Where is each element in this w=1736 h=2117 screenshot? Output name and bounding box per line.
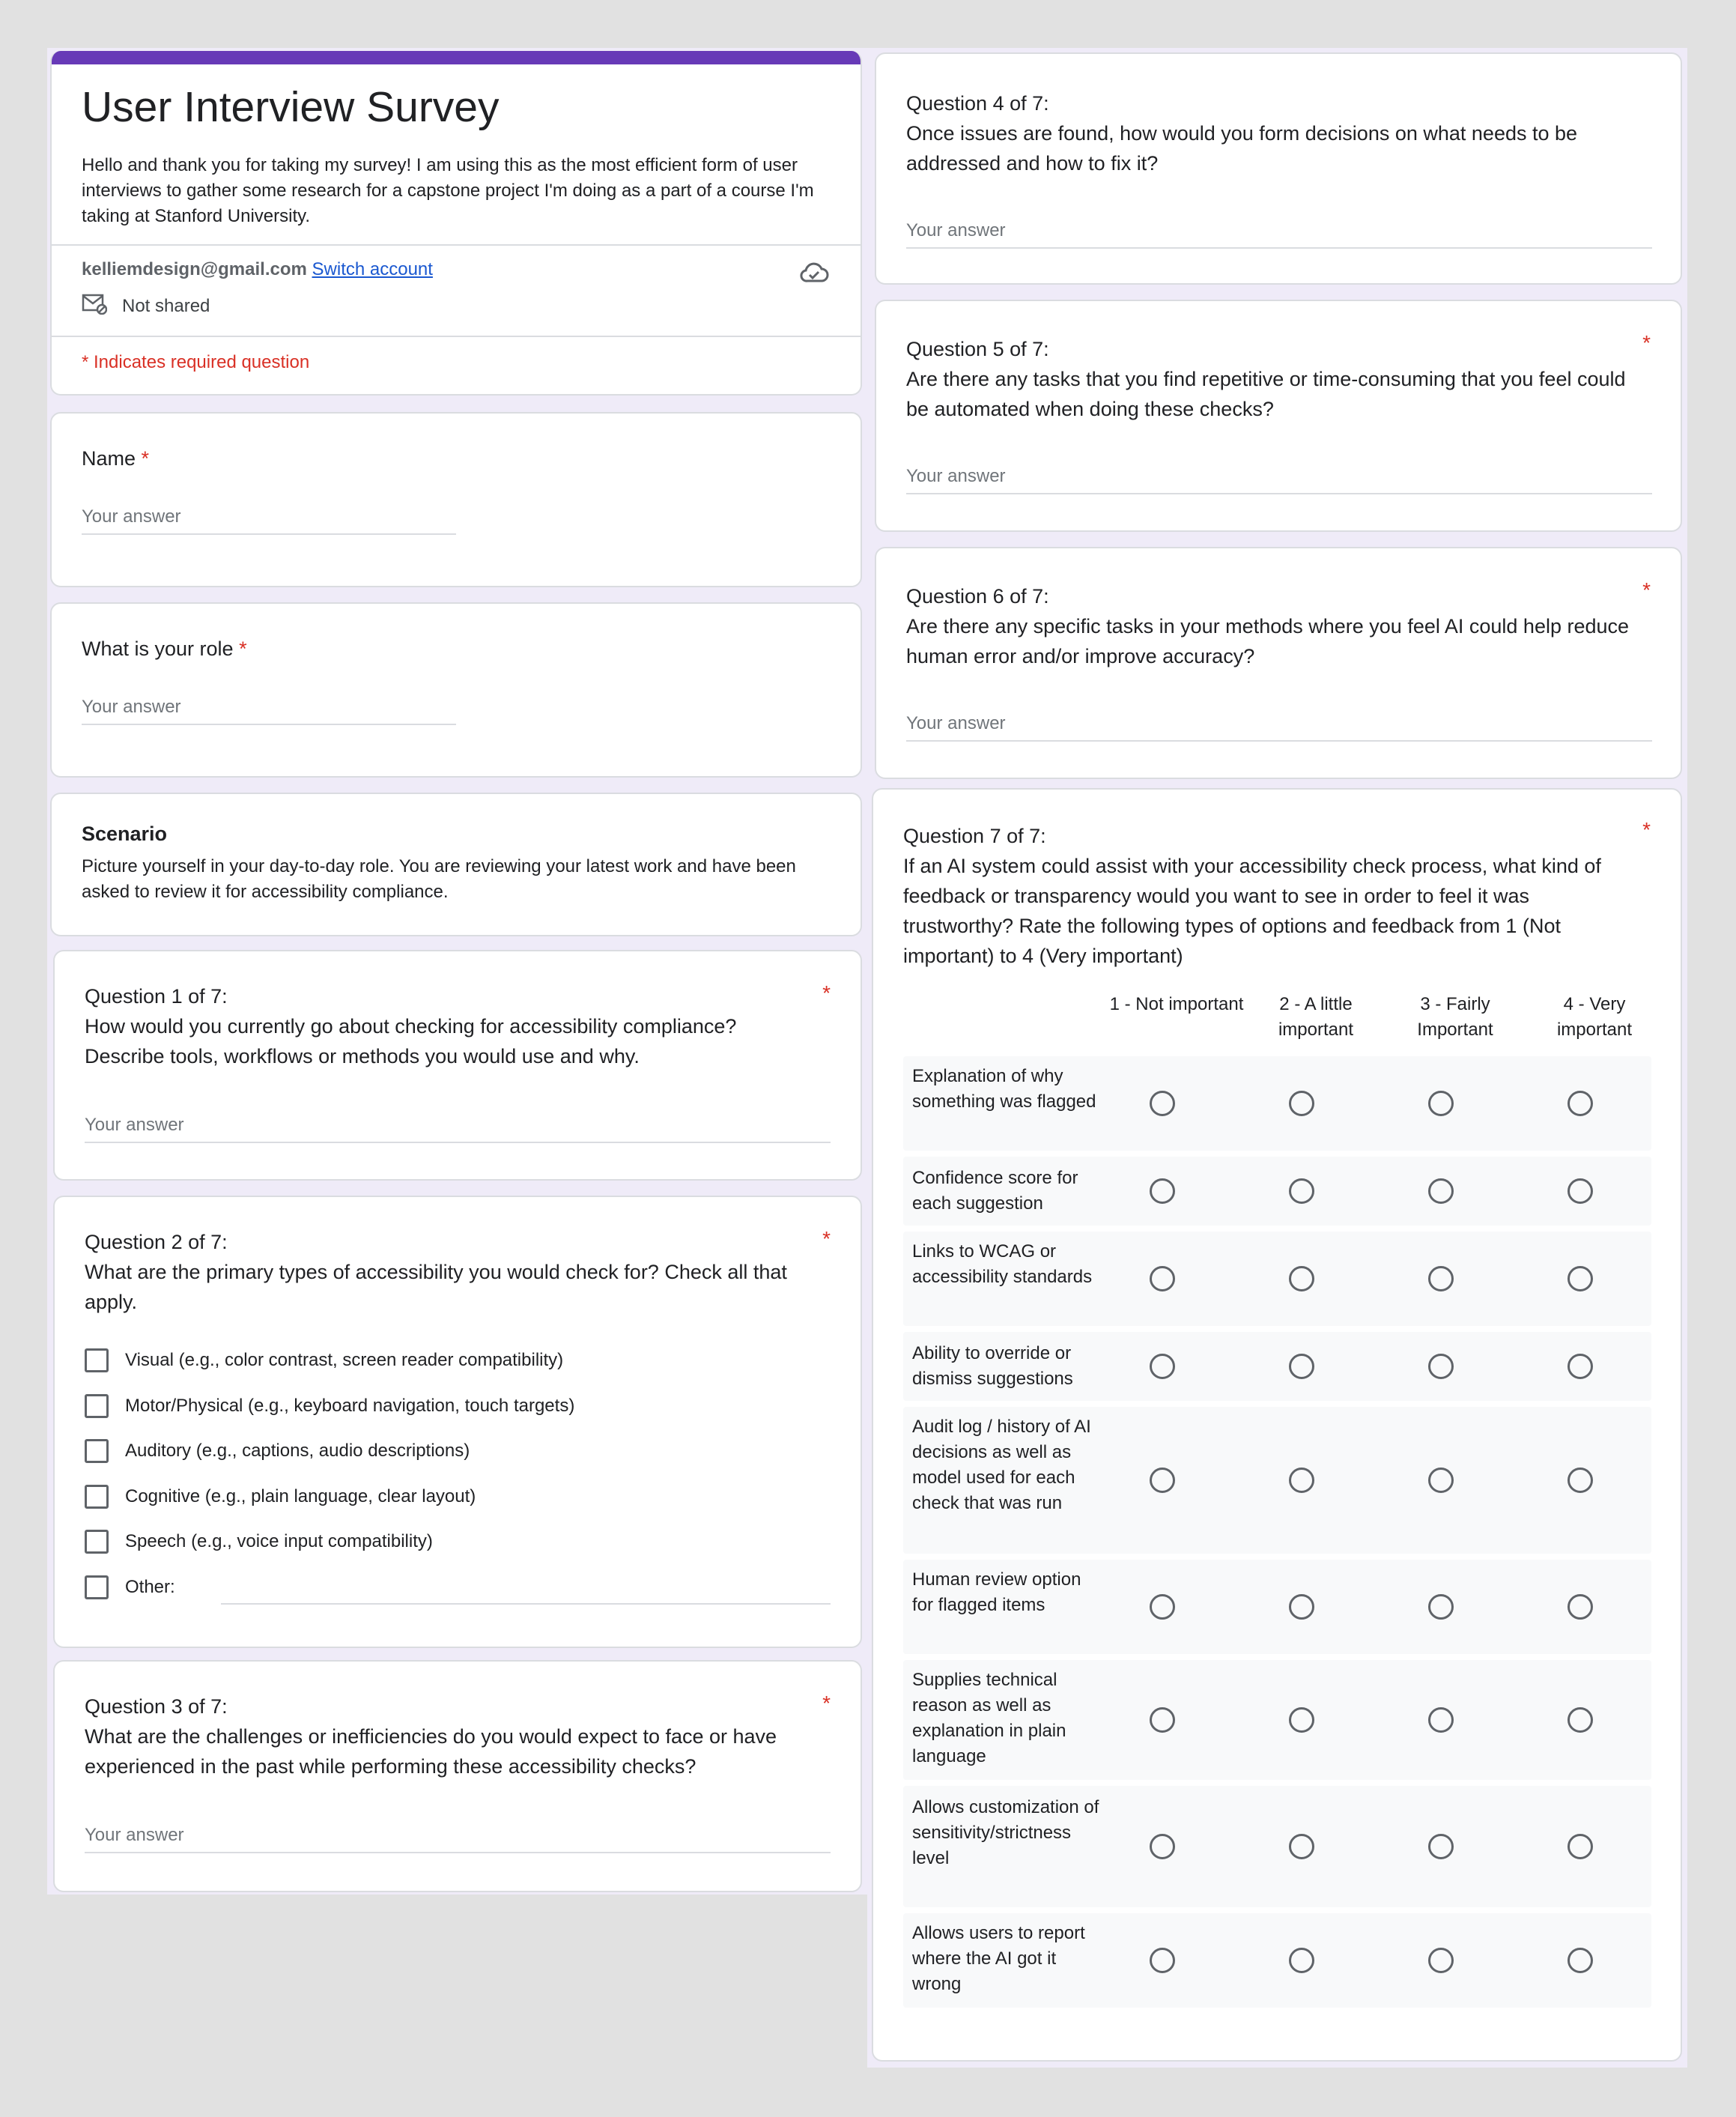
radio-option-1[interactable] — [1150, 1948, 1175, 1973]
other-text-input[interactable] — [221, 1603, 831, 1605]
checkbox-box[interactable] — [85, 1394, 109, 1418]
grid-row-label: Audit log / history of AI decisions as well as model used for each check that was run — [912, 1417, 1091, 1513]
role-question-label: What is your role * — [82, 637, 247, 660]
checkbox-box[interactable] — [85, 1530, 109, 1554]
question-5-answer-input[interactable]: Your answer — [906, 466, 1652, 494]
checkbox-other[interactable]: Other: — [85, 1575, 175, 1599]
role-answer-input[interactable]: Your answer — [82, 697, 456, 725]
radio-option-1[interactable] — [1150, 1468, 1175, 1493]
grid-row-label: Explanation of why something was flagged — [912, 1066, 1096, 1112]
radio-option-2[interactable] — [1289, 1948, 1314, 1973]
question-3-title: Question 3 of 7: What are the challenges or inefficiencies do you would expect to face or have experienced in the past while performing these accessibility checks? — [85, 1695, 777, 1778]
name-question-label: Name * — [82, 447, 150, 470]
checkbox-box[interactable] — [85, 1439, 109, 1463]
required-asterisk: * — [1642, 818, 1651, 841]
question-5-card — [875, 300, 1682, 532]
question-4-title: Question 4 of 7: Once issues are found, how would you form decisions on what needs to be addressed and how to fix it? — [906, 92, 1578, 175]
grid-row-label: Ability to override or dismiss suggestions — [912, 1343, 1073, 1389]
required-asterisk: * — [822, 1227, 831, 1250]
switch-account-link[interactable]: Switch account — [312, 259, 433, 279]
form-page-left — [47, 48, 871, 1895]
question-4-card — [875, 52, 1682, 285]
name-answer-input[interactable]: Your answer — [82, 506, 456, 535]
radio-option-4[interactable] — [1567, 1948, 1593, 1973]
radio-option-1[interactable] — [1150, 1178, 1175, 1204]
grid-row-confidence — [903, 1157, 1651, 1226]
grid-column-header: 3 - Fairly Important — [1417, 994, 1493, 1040]
grid-row-audit-log — [903, 1407, 1651, 1554]
checkbox-box[interactable] — [85, 1575, 109, 1599]
question-1-title: Question 1 of 7: How would you currently go about checking for accessibility compliance? Describe tools, workflows or methods you would use and why. — [85, 985, 737, 1067]
radio-option-3[interactable] — [1428, 1834, 1454, 1859]
checkbox-visual[interactable]: Visual (e.g., color contrast, screen reader compatibility) — [85, 1348, 563, 1372]
question-5-title: Question 5 of 7: Are there any tasks that you find repetitive or time-consuming that you feel could be automated when doing these checks? — [906, 338, 1626, 420]
scenario-text: Picture yourself in your day-to-day role. You are reviewing your latest work and have been asked to review it for accessibility compliance. — [82, 856, 796, 902]
radio-option-2[interactable] — [1289, 1468, 1314, 1493]
scenario-title: Scenario — [82, 823, 168, 845]
radio-option-4[interactable] — [1567, 1834, 1593, 1859]
grid-row-label: Allows users to report where the AI got it wrong — [912, 1923, 1085, 1994]
radio-option-3[interactable] — [1428, 1354, 1454, 1379]
radio-option-1[interactable] — [1150, 1266, 1175, 1291]
required-note: * Indicates required question — [82, 352, 310, 372]
not-shared-label: Not shared — [122, 295, 210, 316]
account-email: kelliemdesign@gmail.com — [82, 259, 307, 279]
radio-option-4[interactable] — [1567, 1091, 1593, 1116]
required-asterisk: * — [822, 1692, 831, 1715]
radio-option-4[interactable] — [1567, 1354, 1593, 1379]
name-question-card — [50, 412, 862, 587]
grid-row-report-errors — [903, 1913, 1651, 2008]
question-2-card — [53, 1196, 862, 1648]
radio-option-3[interactable] — [1428, 1091, 1454, 1116]
radio-option-1[interactable] — [1150, 1707, 1175, 1733]
grid-row-wcag-links — [903, 1232, 1651, 1326]
grid-row-label: Human review option for flagged items — [912, 1569, 1081, 1615]
checkbox-box[interactable] — [85, 1485, 109, 1509]
grid-row-technical-reason — [903, 1660, 1651, 1780]
grid-row-human-review — [903, 1560, 1651, 1654]
role-question-card — [50, 602, 862, 778]
grid-row-label: Allows customization of sensitivity/strictness level — [912, 1797, 1099, 1868]
question-1-card — [53, 950, 862, 1181]
radio-option-1[interactable] — [1150, 1354, 1175, 1379]
grid-column-header: 4 - Very important — [1556, 994, 1633, 1040]
radio-option-3[interactable] — [1428, 1178, 1454, 1204]
question-1-answer-input[interactable]: Your answer — [85, 1115, 831, 1143]
question-7-title: Question 7 of 7: If an AI system could assist with your accessibility check process, what kind of feedback or transparency would you want to see in order to feel it was trustworthy? Rate the following types of options and feedback from 1 (Not important) to 4 (Very important) — [903, 825, 1601, 967]
radio-option-4[interactable] — [1567, 1178, 1593, 1204]
radio-option-2[interactable] — [1289, 1594, 1314, 1620]
grid-column-header: 1 - Not important — [1109, 994, 1244, 1014]
radio-option-4[interactable] — [1567, 1266, 1593, 1291]
account-line — [82, 259, 433, 280]
checkbox-cognitive[interactable]: Cognitive (e.g., plain language, clear layout) — [85, 1485, 476, 1509]
question-6-answer-input[interactable]: Your answer — [906, 713, 1652, 742]
radio-option-1[interactable] — [1150, 1091, 1175, 1116]
radio-option-2[interactable] — [1289, 1834, 1314, 1859]
form-description: Hello and thank you for taking my survey! I am using this as the most efficient form of user interviews to gather some research for a capstone project I'm doing as a part of a course I'm taking at Stanford University. — [82, 155, 814, 226]
grid-row-explanation — [903, 1056, 1651, 1151]
checkbox-box[interactable] — [85, 1348, 109, 1372]
divider — [52, 244, 861, 246]
required-asterisk: * — [1642, 578, 1651, 602]
radio-option-3[interactable] — [1428, 1707, 1454, 1733]
question-7-card — [872, 788, 1682, 2062]
radio-option-4[interactable] — [1567, 1707, 1593, 1733]
cloud-saved-icon — [799, 261, 829, 288]
not-shared-row — [82, 292, 210, 320]
grid-row-label: Links to WCAG or accessibility standards — [912, 1241, 1093, 1287]
checkbox-speech[interactable]: Speech (e.g., voice input compatibility) — [85, 1530, 433, 1554]
header-accent-bar — [52, 51, 861, 64]
radio-option-3[interactable] — [1428, 1948, 1454, 1973]
radio-option-4[interactable] — [1567, 1468, 1593, 1493]
grid-column-header: 2 - A little important — [1278, 994, 1354, 1040]
radio-option-3[interactable] — [1428, 1594, 1454, 1620]
scenario-card — [50, 793, 862, 936]
question-3-answer-input[interactable]: Your answer — [85, 1825, 831, 1853]
grid-row-override — [903, 1332, 1651, 1401]
checkbox-motor[interactable]: Motor/Physical (e.g., keyboard navigation, touch targets) — [85, 1394, 574, 1418]
radio-option-1[interactable] — [1150, 1594, 1175, 1620]
form-page-right — [867, 48, 1687, 2068]
question-3-card — [53, 1660, 862, 1892]
radio-option-2[interactable] — [1289, 1354, 1314, 1379]
question-2-title: Question 2 of 7: What are the primary types of accessibility you would check for? Check all that apply. — [85, 1231, 787, 1313]
required-asterisk: * — [1642, 331, 1651, 354]
grid-row-label: Confidence score for each suggestion — [912, 1168, 1078, 1214]
required-asterisk: * — [822, 981, 831, 1005]
radio-option-3[interactable] — [1428, 1266, 1454, 1291]
grid-row-customization — [903, 1786, 1651, 1907]
radio-option-2[interactable] — [1289, 1266, 1314, 1291]
radio-option-2[interactable] — [1289, 1091, 1314, 1116]
radio-option-4[interactable] — [1567, 1594, 1593, 1620]
radio-option-2[interactable] — [1289, 1707, 1314, 1733]
radio-option-3[interactable] — [1428, 1468, 1454, 1493]
question-4-answer-input[interactable]: Your answer — [906, 220, 1652, 249]
mail-not-shared-icon — [82, 292, 107, 320]
question-6-title: Question 6 of 7: Are there any specific tasks in your methods where you feel AI could help reduce human error and/or improve accuracy? — [906, 585, 1630, 667]
grid-row-label: Supplies technical reason as well as explanation in plain language — [912, 1670, 1066, 1766]
question-6-card — [875, 547, 1682, 779]
form-header-card — [50, 51, 862, 396]
form-title: User Interview Survey — [82, 83, 500, 131]
divider — [52, 336, 861, 337]
radio-option-2[interactable] — [1289, 1178, 1314, 1204]
radio-option-1[interactable] — [1150, 1834, 1175, 1859]
checkbox-auditory[interactable]: Auditory (e.g., captions, audio descriptions) — [85, 1439, 470, 1463]
